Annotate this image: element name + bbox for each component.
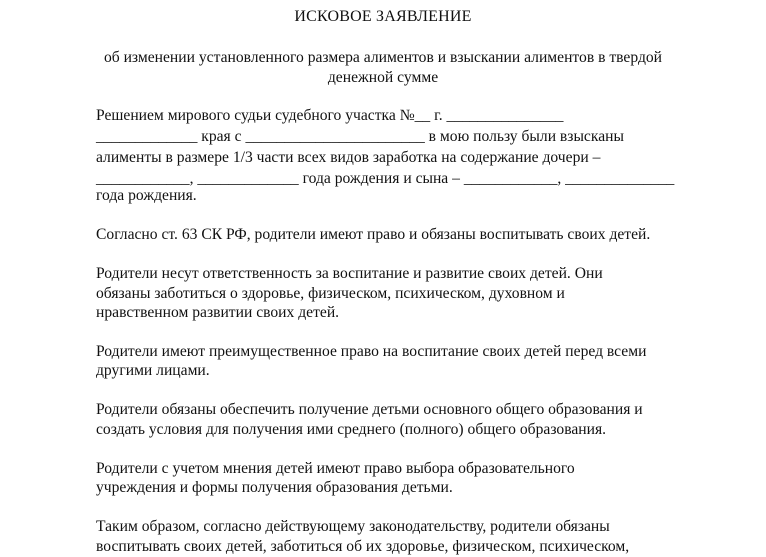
text-line: года рождения. <box>96 187 197 204</box>
text-line: Родители несут ответственность за воспитание и развитие своих детей. Они <box>96 265 603 282</box>
text-line: _____________ края с _______________________ в мою пользу были взысканы <box>96 128 624 145</box>
text-line: Таким образом, согласно действующему законодательству, родители обязаны <box>96 518 610 535</box>
text-line: другими лицами. <box>96 362 210 379</box>
document-subtitle <box>0 48 766 87</box>
text-line: ____________, _____________ года рождения и сына – ____________, ______________ <box>96 170 675 187</box>
document-title: ИСКОВОЕ ЗАЯВЛЕНИЕ <box>294 8 472 25</box>
subtitle-line: денежной сумме <box>327 68 439 86</box>
text-line: Согласно ст. 63 СК РФ, родители имеют право и обязаны воспитывать своих детей. <box>96 226 651 243</box>
text-line: Решением мирового судьи судебного участка №__ г. _______________ <box>96 107 564 124</box>
text-line: создать условия для получения ими среднего (полного) общего образования. <box>96 421 607 438</box>
text-line: Родители имеют преимущественное право на воспитание своих детей перед всеми <box>96 343 647 360</box>
text-line: Родители с учетом мнения детей имеют право выбора образовательного <box>96 460 575 477</box>
text-line: учреждения и формы получения образования детьми. <box>96 479 453 496</box>
text-line: алименты в размере 1/3 части всех видов заработка на содержание дочери – <box>96 149 601 166</box>
text-line: Родители обязаны обеспечить получение детьми основного общего образования и <box>96 401 643 418</box>
subtitle-line: об изменении установленного размера алиментов и взыскании алиментов в твердой <box>103 49 663 66</box>
text-line: нравственном развитии своих детей. <box>96 304 340 321</box>
text-line: обязаны заботиться о здоровье, физическом, психическом, духовном и <box>96 285 565 302</box>
text-line: воспитывать своих детей, заботиться об их здоровье, физическом, психическом, <box>96 538 630 555</box>
